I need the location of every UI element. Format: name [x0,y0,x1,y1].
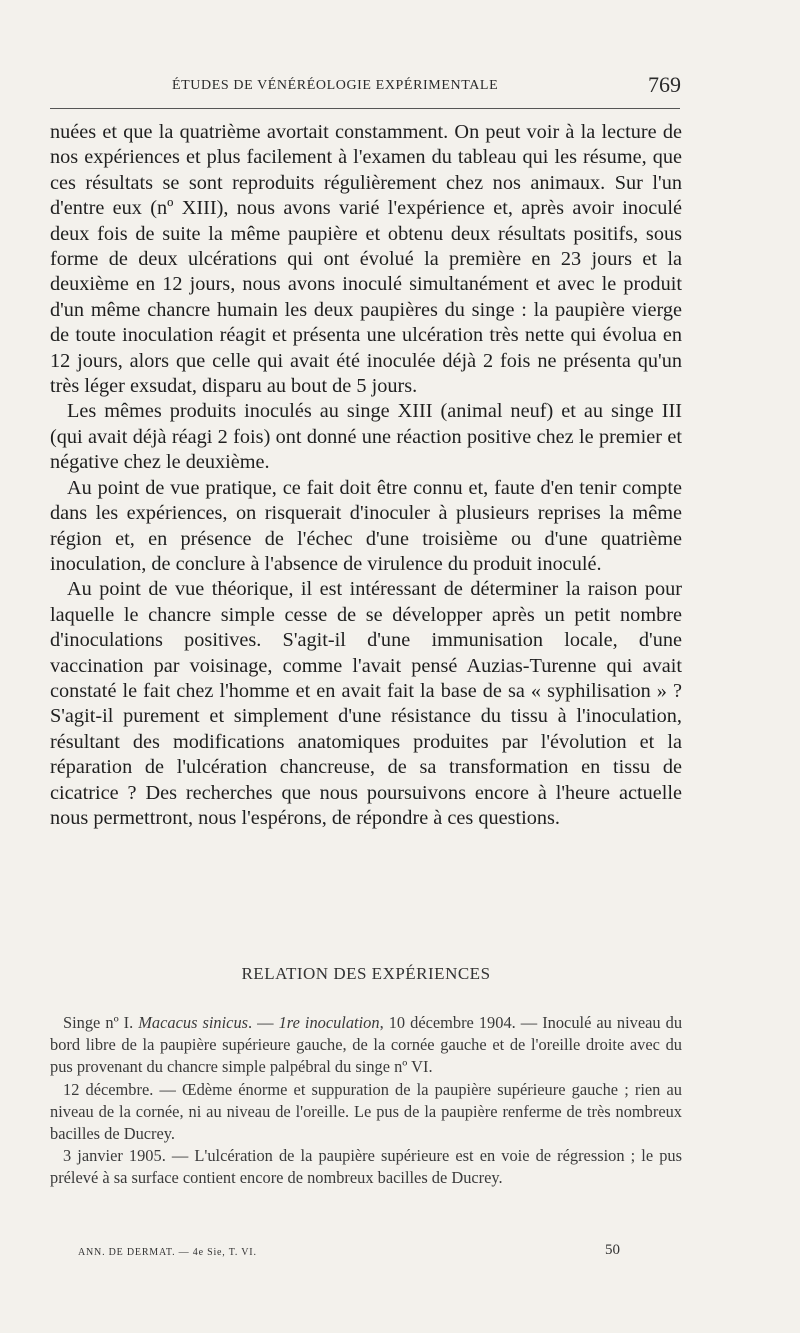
paragraph-1: nuées et que la quatrième avortait constamment. On peut voir à la lecture de nos expériences et plus facilement à l'examen du tableau qui les résume, que ces résultats se sont reproduits régulièrement chez nos animaux. Sur l'un d'entre eux (nº XIII), nous avons varié l'expérience et, après avoir inoculé deux fois de suite la même paupière et obtenu deux résultats positifs, sous forme de deux ulcérations qui ont évolué la première en 23 jours et la deuxième en 12 jours, nous avons inoculé simultanément et avec le produit d'un même chancre humain les deux paupières du singe : la paupière vierge de toute inoculation réagit et présenta une ulcération très nette qui évolua en 12 jours, alors que celle qui avait été inoculée déjà 2 fois ne présenta qu'un très léger exsudat, disparu au bout de 5 jours. [50,121,682,398]
footer-journal-ref: ANN. DE DERMAT. — 4e Sie, T. VI. [78,1247,257,1258]
paragraph-3: Au point de vue pratique, ce fait doit être connu et, faute d'en tenir compte dans les expériences, on risquerait d'inoculer à plusieurs reprises la même région et, en présence de l'échec d'une troisième ou d'une quatrième inoculation, de conclure à l'absence de virulence du produit inoculé. [50,476,682,575]
page-number: 769 [648,72,681,97]
experiment-notes [50,1012,682,1190]
note-3: 3 janvier 1905. — L'ulcération de la paupière supérieure est en voie de régression ; le pus prélevé à sa surface contient encore de nombreux bacilles de Ducrey. [50,1146,682,1188]
header-rule [50,108,680,109]
note-1 [50,1012,682,1079]
note-1-species: Macacus sinicus [138,1013,249,1032]
note-1-text: , 10 décembre 1904. — Inoculé au niveau du bord libre de la paupière supérieure gauche, de la cornée gauche et de l'oreille droite avec du pus provenant du chancre simple palpébral du singe nº VI. [50,1013,683,1077]
note-1-sep: . — [248,1013,279,1032]
note-2: 12 décembre. — Œdème énorme et suppuration de la paupière supérieure gauche ; rien au niveau de la cornée, ni au niveau de l'oreille. Le pus de la paupière renferme de très nombreux bacilles de Ducrey. [50,1079,682,1144]
footer-signature-number: 50 [605,1242,620,1258]
paragraph-4: Au point de vue théorique, il est intéressant de déterminer la raison pour laquelle le chancre simple cesse de se développer après un petit nombre d'inoculations positives. S'agit-il d'une immunisation locale, d'une vaccination par voisinage, comme l'avait pensé Auzias-Turenne qui avait constaté le fait chez l'homme et en avait fait la base de sa « syphilisation » ? S'agit-il purement et simplement d'une résistance du tissu à l'inoculation, résultant des modifications anatomiques produites par l'évolution et la réparation de l'ulcération chancreuse, de sa transformation en tissu de cicatrice ? Des recherches que nous poursuivons encore à l'heure actuelle nous permettront, nous l'espérons, de répondre à ces questions. [50,578,682,829]
paragraph-2: Les mêmes produits inoculés au singe XIII (animal neuf) et au singe III (qui avait déjà réagi 2 fois) ont donné une réaction positive chez le premier et négative chez le deuxième. [50,400,682,474]
page-header [50,74,683,102]
main-text [50,120,682,831]
running-title: ÉTUDES DE VÉNÉRÉOLOGIE EXPÉRIMENTALE [172,78,499,93]
note-1-inoculation: 1re inoculation [278,1013,380,1032]
note-1-lead: Singe nº I. [63,1013,139,1032]
section-title: RELATION DES EXPÉRIENCES [241,964,491,983]
